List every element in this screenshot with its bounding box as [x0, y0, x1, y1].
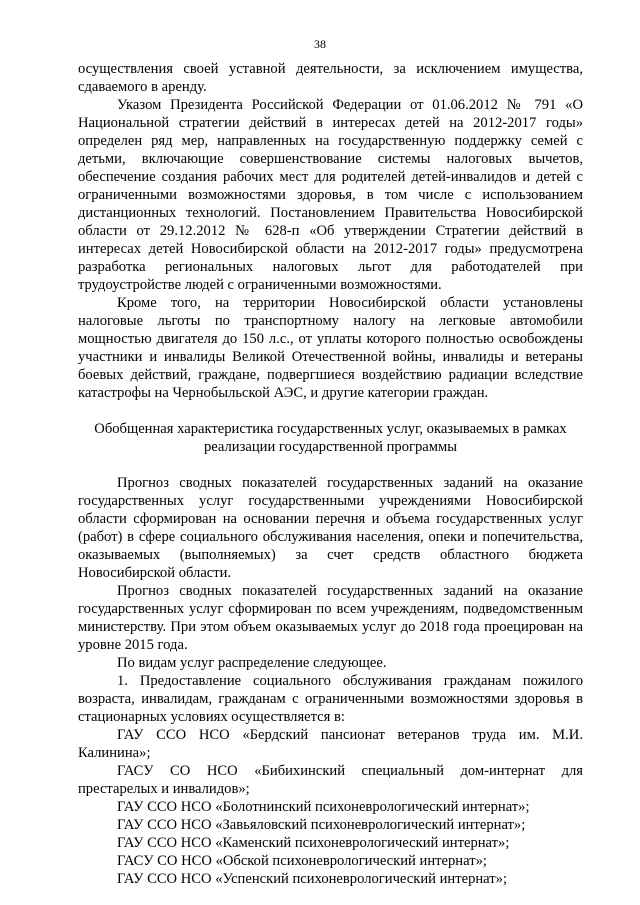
page-number: 38 — [314, 37, 326, 51]
section-heading-line: реализации государственной программы — [203, 439, 458, 455]
list-item: ГАУ ССО НСО «Каменский психоневрологический интернат»; — [117, 835, 510, 851]
list-item: ГАУ ССО НСО «Успенский психоневрологический интернат»; — [117, 871, 508, 887]
list-item: ГАСУ СО НСО «Бибихинский специальный дом-интернат для престарелых и инвалидов»; — [78, 763, 583, 797]
document-body — [78, 60, 583, 888]
paragraph: Прогноз сводных показателей государственных заданий на оказание государственных услуг государственными учреждениями Новосибирской области сформирован на основании перечня и объема государственных услуг (работ) в сфере социального обслуживания населения, опеки и попечительства, оказываемых (выполняемых) за счет средств областного бюджета Новосибирской области. — [78, 475, 583, 581]
list-item: ГАСУ СО НСО «Обской психоневрологический интернат»; — [117, 853, 487, 869]
paragraph: Прогноз сводных показателей государственных заданий на оказание государственных услуг сформирован по всем учреждениям, подведомственным министерству. При этом объем оказываемых услуг до 2018 года проецирован на уровне 2015 года. — [78, 583, 583, 653]
section-heading-line: Обобщенная характеристика государственных услуг, оказываемых в рамках — [94, 421, 567, 437]
paragraph: 1. Предоставление социального обслуживания гражданам пожилого возраста, инвалидам, гражданам с ограниченными возможностями здоровья в стационарных условиях осуществляется в: — [78, 673, 583, 725]
paragraph: Указом Президента Российской Федерации от 01.06.2012 № 791 «О Национальной стратегии действий в интересах детей на 2012-2017 годы» определен ряд мер, направленных на государственную поддержку семей с детьми, включающие совершенствование системы налоговых вычетов, обеспечение создания рабочих мест для родителей детей-инвалидов и детей с ограниченными возможностями здоровья, в том числе с использованием дистанционных технологий. Постановлением Правительства Новосибирской области от 29.12.2012 № 628-п «Об утверждении Стратегии действий в интересах детей Новосибирской области на 2012-2017 годы» предусмотрена разработка региональных налоговых льгот для работодателей при трудоустройстве людей с ограниченными возможностями. — [78, 97, 583, 293]
section-heading — [78, 420, 583, 456]
paragraph: осуществления своей уставной деятельности, за исключением имущества, сдаваемого в аренду. — [78, 61, 583, 95]
list-item: ГАУ ССО НСО «Бердский пансионат ветеранов труда им. М.И. Калинина»; — [78, 727, 583, 761]
paragraph: По видам услуг распределение следующее. — [117, 655, 387, 671]
paragraph: Кроме того, на территории Новосибирской области установлены налоговые льготы по транспортному налогу на легковые автомобили мощностью двигателя до 150 л.с., от уплаты которого полностью освобождены участники и инвалиды Великой Отечественной войны, инвалиды и ветераны боевых действий, граждане, подвергшиеся воздействию радиации вследствие катастрофы на Чернобыльской АЭС, и другие категории граждан. — [78, 295, 583, 401]
list-item: ГАУ ССО НСО «Болотнинский психоневрологический интернат»; — [117, 799, 530, 815]
list-item: ГАУ ССО НСО «Завьяловский психоневрологический интернат»; — [117, 817, 526, 833]
